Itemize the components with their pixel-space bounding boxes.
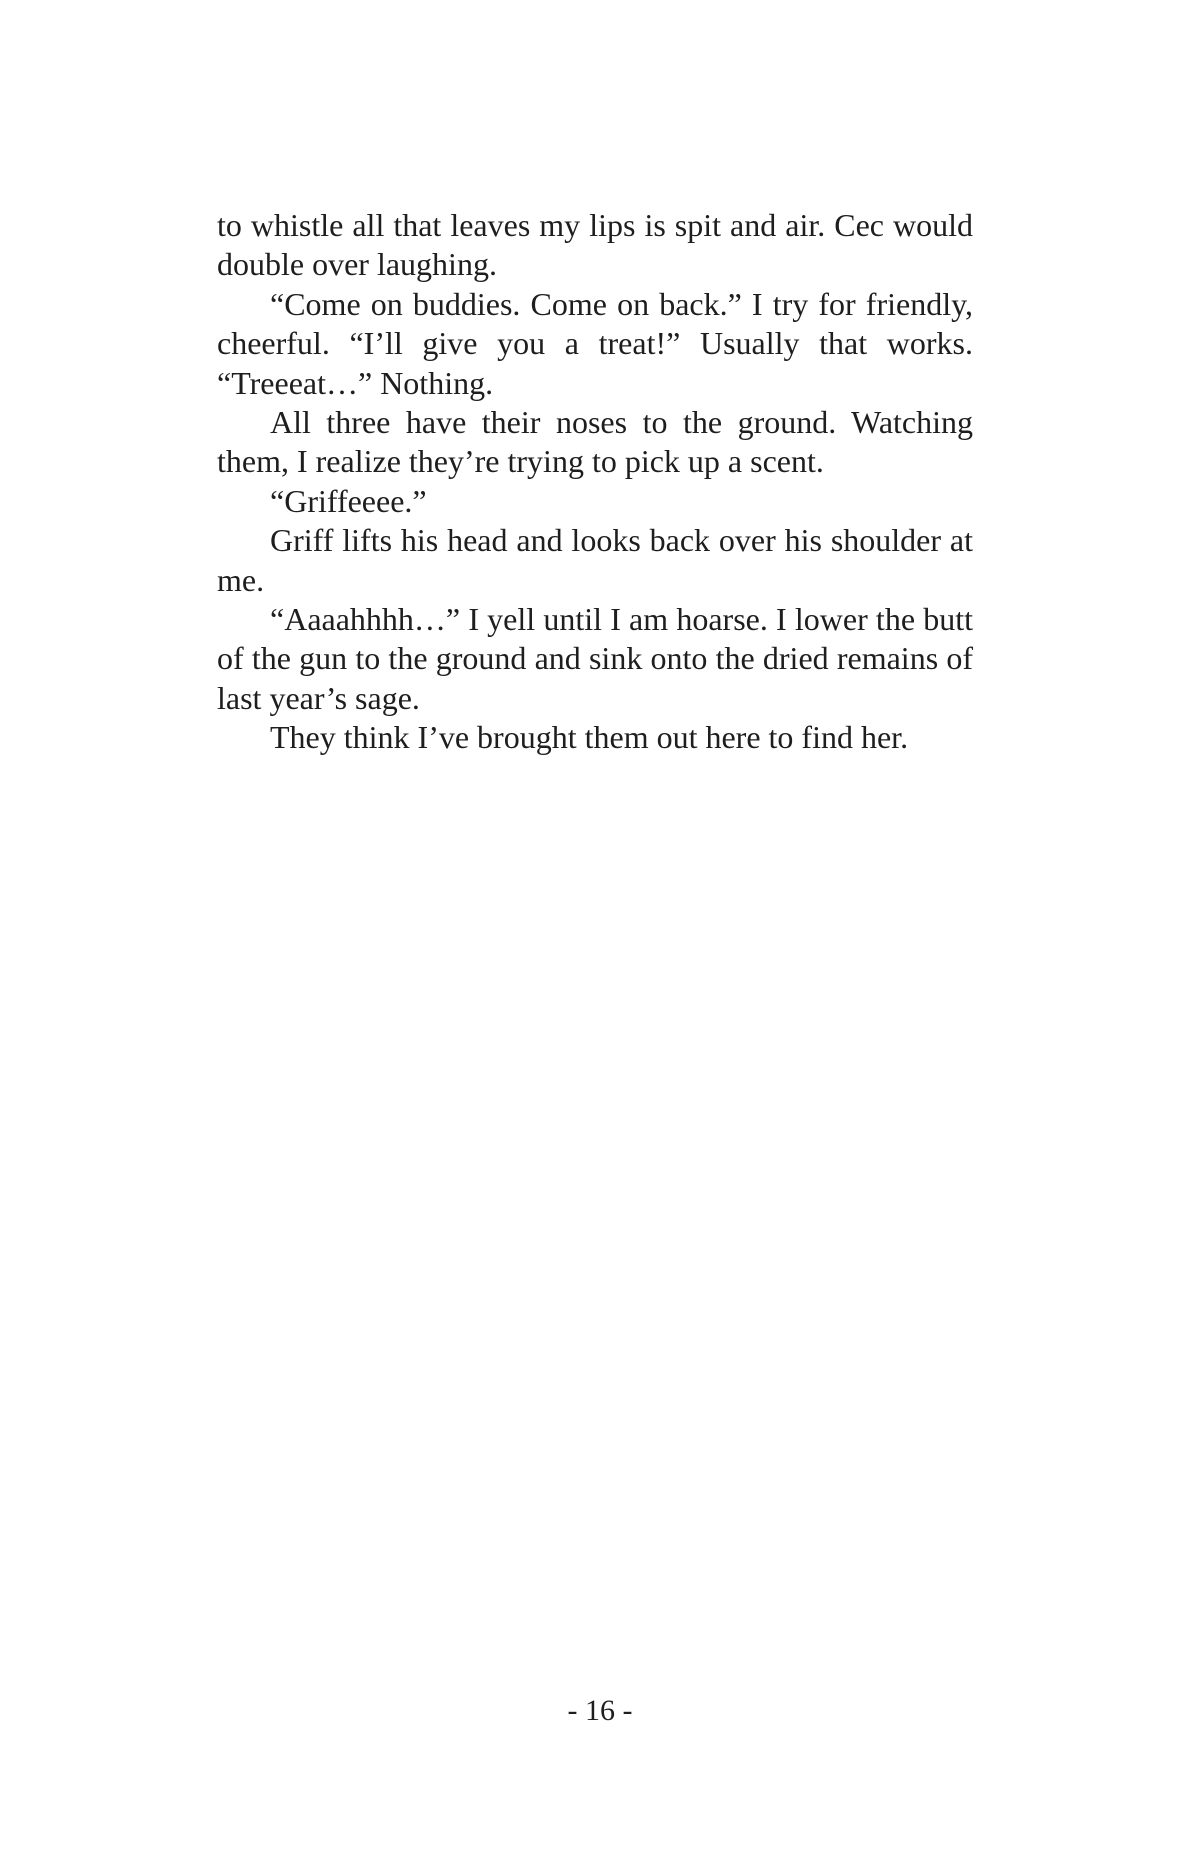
body-text [217,206,973,758]
paragraph-7: They think I’ve brought them out here to find her. [270,719,909,756]
paragraph-2: “Come on buddies. Come on back.” I try for friendly, cheerful. “I’ll give you a treat!” Usually that works. “Treeeat…” Nothing. [217,285,973,401]
paragraph-1: to whistle all that leaves my lips is spit and air. Cec would double over laughing. [217,207,973,283]
paragraph-4: “Griffeeee.” [270,482,427,519]
paragraph-5: Griff lifts his head and looks back over his shoulder at me. [217,522,973,598]
paragraph-3: All three have their noses to the ground. Watching them, I realize they’re trying to pick up a scent. [217,404,973,480]
page-number: - 16 - [567,1694,633,1727]
paragraph-6: “Aaaahhhh…” I yell until I am hoarse. I lower the butt of the gun to the ground and sink onto the dried remains of last year’s sage. [217,601,973,716]
